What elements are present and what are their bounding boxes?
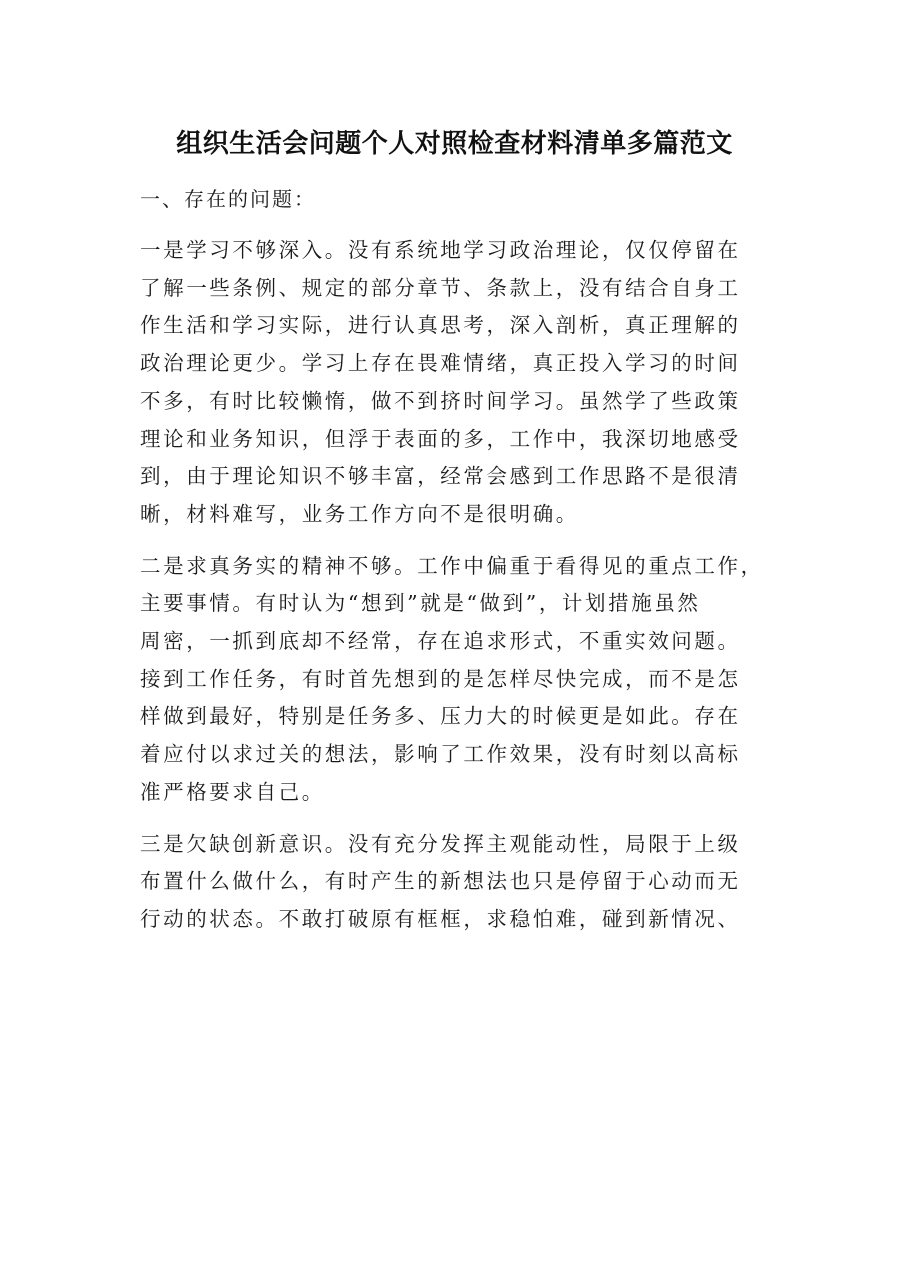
paragraph-line: 一是学习不够深入。没有系统地学习政治理论，仅仅停留在 xyxy=(140,238,741,262)
paragraph-line: 作生活和学习实际，进行认真思考，深入剖析，真正理解的 xyxy=(140,313,741,338)
paragraph-line: 着应付以求过关的想法，影响了工作效果，没有时刻以高标 xyxy=(140,742,741,767)
paragraph-line: 理论和业务知识，但浮于表面的多，工作中，我深切地感受 xyxy=(140,426,741,451)
paragraph-line: 主要事情。有时认为“想到”就是“做到”，计划措施虽然 xyxy=(140,591,701,616)
document-title: 组织生活会问题个人对照检查材料清单多篇范文 xyxy=(176,129,733,159)
paragraph-line: 准严格要求自己。 xyxy=(140,779,325,804)
paragraph-line: 布置什么做什么，有时产生的新想法也只是停留于心动而无 xyxy=(140,869,741,894)
paragraph-line: 二是求真务实的精神不够。工作中偏重于看得见的重点工作， xyxy=(140,553,764,578)
paragraph-line: 政治理论更少。学习上存在畏难情绪，真正投入学习的时间 xyxy=(140,351,741,376)
document-body xyxy=(140,180,776,953)
paragraph-line: 了解一些条例、规定的部分章节、条款上，没有结合自身工 xyxy=(140,275,741,300)
paragraph-line: 到，由于理论知识不够丰富，经常会感到工作思路不是很清 xyxy=(140,464,741,489)
paragraph-line: 晰，材料难写，业务工作方向不是很明确。 xyxy=(140,501,579,526)
paragraph-line: 行动的状态。不敢打破原有框框，求稳怕难，碰到新情况、 xyxy=(140,906,741,931)
section-heading: 一、存在的问题： xyxy=(140,187,316,211)
paragraph-innovation xyxy=(140,826,776,939)
paragraph-study xyxy=(140,232,776,534)
paragraph-line: 周密，一抓到底却不经常，存在追求形式，不重实效问题。 xyxy=(140,629,741,654)
paragraph-line: 接到工作任务，有时首先想到的是怎样尽快完成，而不是怎 xyxy=(140,666,741,691)
paragraph-line: 样做到最好，特别是任务多、压力大的时候更是如此。存在 xyxy=(140,704,741,729)
paragraph-pragmatism xyxy=(140,548,776,812)
paragraph-line: 三是欠缺创新意识。没有充分发挥主观能动性，局限于上级 xyxy=(140,831,741,856)
paragraph-line: 不多，有时比较懒惰，做不到挤时间学习。虽然学了些政策 xyxy=(140,388,741,413)
